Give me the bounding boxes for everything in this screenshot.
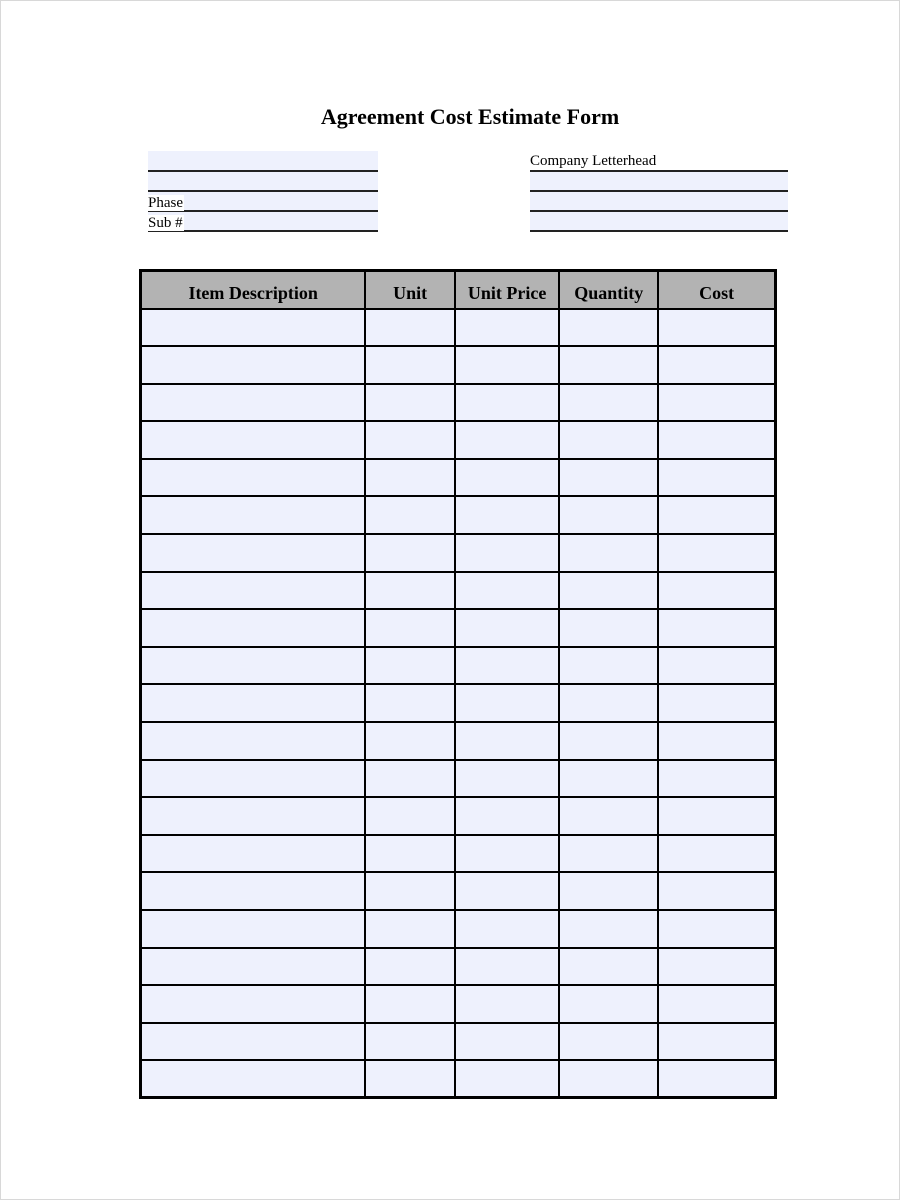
cell-item-description[interactable] (141, 722, 366, 760)
cell-cost[interactable] (658, 647, 775, 685)
page-title: Agreement Cost Estimate Form (320, 104, 620, 129)
cell-item-description[interactable] (141, 985, 366, 1023)
cell-unit[interactable] (365, 835, 455, 873)
cell-item-description[interactable] (141, 609, 366, 647)
cell-item-description[interactable] (141, 534, 366, 572)
table-row (141, 496, 776, 534)
table-row (141, 722, 776, 760)
field-right-line-2[interactable] (530, 192, 788, 212)
table-row (141, 948, 776, 986)
cell-quantity[interactable] (559, 572, 658, 610)
table-row (141, 384, 776, 422)
cell-quantity[interactable] (559, 459, 658, 497)
table-row (141, 872, 776, 910)
field-left-line-2[interactable] (148, 172, 378, 192)
table-row (141, 534, 776, 572)
cell-cost[interactable] (658, 985, 775, 1023)
cell-unit-price[interactable] (455, 948, 559, 986)
cell-unit-price[interactable] (455, 1023, 559, 1061)
cell-unit[interactable] (365, 496, 455, 534)
cell-cost[interactable] (658, 309, 775, 347)
table-row (141, 797, 776, 835)
cell-unit-price[interactable] (455, 797, 559, 835)
cell-cost[interactable] (658, 459, 775, 497)
cell-cost[interactable] (658, 835, 775, 873)
cell-unit[interactable] (365, 910, 455, 948)
table-row (141, 985, 776, 1023)
cell-unit[interactable] (365, 459, 455, 497)
cell-quantity[interactable] (559, 609, 658, 647)
cell-quantity[interactable] (559, 421, 658, 459)
field-left-line-1[interactable] (148, 151, 378, 172)
cell-unit-price[interactable] (455, 722, 559, 760)
table-row (141, 609, 776, 647)
cell-unit-price[interactable] (455, 835, 559, 873)
cell-quantity[interactable] (559, 835, 658, 873)
table-header-row (141, 271, 776, 309)
table-row (141, 346, 776, 384)
cell-item-description[interactable] (141, 1060, 366, 1098)
table-row (141, 910, 776, 948)
cell-item-description[interactable] (141, 572, 366, 610)
cell-unit[interactable] (365, 346, 455, 384)
column-header-unit: Unit (365, 271, 455, 309)
cell-item-description[interactable] (141, 872, 366, 910)
cell-cost[interactable] (658, 760, 775, 798)
cell-cost[interactable] (658, 684, 775, 722)
cell-unit-price[interactable] (455, 534, 559, 572)
cell-item-description[interactable] (141, 835, 366, 873)
table-row (141, 572, 776, 610)
cell-unit[interactable] (365, 985, 455, 1023)
cell-unit[interactable] (365, 384, 455, 422)
field-right-line-3[interactable] (530, 212, 788, 232)
cell-quantity[interactable] (559, 384, 658, 422)
column-header-cost: Cost (658, 271, 775, 309)
sub-number-label: Sub # (148, 215, 183, 231)
column-header-item-description: Item Description (141, 271, 366, 309)
cell-cost[interactable] (658, 722, 775, 760)
cell-quantity[interactable] (559, 647, 658, 685)
column-header-quantity: Quantity (559, 271, 658, 309)
table-row (141, 1060, 776, 1098)
table-row (141, 684, 776, 722)
cell-cost[interactable] (658, 872, 775, 910)
table-row (141, 309, 776, 347)
cell-item-description[interactable] (141, 384, 366, 422)
cell-quantity[interactable] (559, 1060, 658, 1098)
table-body (141, 309, 776, 1098)
cell-item-description[interactable] (141, 1023, 366, 1061)
table-row (141, 1023, 776, 1061)
cell-cost[interactable] (658, 948, 775, 986)
cell-unit[interactable] (365, 872, 455, 910)
cell-unit[interactable] (365, 760, 455, 798)
cell-unit-price[interactable] (455, 609, 559, 647)
cell-unit-price[interactable] (455, 346, 559, 384)
cell-cost[interactable] (658, 1023, 775, 1061)
table-row (141, 421, 776, 459)
cell-unit[interactable] (365, 647, 455, 685)
cell-item-description[interactable] (141, 459, 366, 497)
cell-quantity[interactable] (559, 985, 658, 1023)
cell-quantity[interactable] (559, 684, 658, 722)
cell-quantity[interactable] (559, 496, 658, 534)
cell-unit-price[interactable] (455, 647, 559, 685)
cell-quantity[interactable] (559, 760, 658, 798)
cell-cost[interactable] (658, 346, 775, 384)
cell-unit-price[interactable] (455, 384, 559, 422)
cell-cost[interactable] (658, 534, 775, 572)
cell-item-description[interactable] (141, 684, 366, 722)
cell-quantity[interactable] (559, 534, 658, 572)
cell-item-description[interactable] (141, 948, 366, 986)
cell-quantity[interactable] (559, 1023, 658, 1061)
cell-quantity[interactable] (559, 948, 658, 986)
cell-unit-price[interactable] (455, 872, 559, 910)
cell-cost[interactable] (658, 1060, 775, 1098)
field-phase[interactable] (148, 192, 378, 212)
cell-item-description[interactable] (141, 760, 366, 798)
cell-unit-price[interactable] (455, 572, 559, 610)
cell-quantity[interactable] (559, 872, 658, 910)
cell-unit[interactable] (365, 1023, 455, 1061)
table-row (141, 835, 776, 873)
cell-item-description[interactable] (141, 421, 366, 459)
phase-label: Phase (148, 195, 183, 211)
company-letterhead-label: Company Letterhead (530, 153, 657, 169)
cell-cost[interactable] (658, 609, 775, 647)
cell-quantity[interactable] (559, 346, 658, 384)
cell-unit-price[interactable] (455, 421, 559, 459)
cell-cost[interactable] (658, 572, 775, 610)
cell-unit[interactable] (365, 421, 455, 459)
cell-unit[interactable] (365, 684, 455, 722)
cell-unit[interactable] (365, 948, 455, 986)
cell-unit-price[interactable] (455, 1060, 559, 1098)
cell-quantity[interactable] (559, 309, 658, 347)
cell-unit-price[interactable] (455, 985, 559, 1023)
cell-item-description[interactable] (141, 496, 366, 534)
cell-item-description[interactable] (141, 647, 366, 685)
field-right-line-1[interactable] (530, 172, 788, 192)
cell-cost[interactable] (658, 910, 775, 948)
cell-item-description[interactable] (141, 309, 366, 347)
cell-unit-price[interactable] (455, 910, 559, 948)
cell-item-description[interactable] (141, 797, 366, 835)
cell-unit-price[interactable] (455, 309, 559, 347)
cell-unit-price[interactable] (455, 684, 559, 722)
cell-unit[interactable] (365, 1060, 455, 1098)
cell-cost[interactable] (658, 797, 775, 835)
cell-unit[interactable] (365, 797, 455, 835)
cell-quantity[interactable] (559, 797, 658, 835)
table-row (141, 647, 776, 685)
cell-unit[interactable] (365, 572, 455, 610)
table-row (141, 760, 776, 798)
cell-unit[interactable] (365, 609, 455, 647)
cell-cost[interactable] (658, 421, 775, 459)
cell-quantity[interactable] (559, 910, 658, 948)
cell-quantity[interactable] (559, 722, 658, 760)
cost-estimate-table (139, 269, 777, 1099)
cell-unit[interactable] (365, 534, 455, 572)
cell-item-description[interactable] (141, 346, 366, 384)
cell-cost[interactable] (658, 496, 775, 534)
field-sub-number[interactable] (148, 212, 378, 232)
cell-unit-price[interactable] (455, 760, 559, 798)
cell-unit[interactable] (365, 309, 455, 347)
cell-unit-price[interactable] (455, 496, 559, 534)
table-row (141, 459, 776, 497)
cell-unit-price[interactable] (455, 459, 559, 497)
cell-cost[interactable] (658, 384, 775, 422)
cell-item-description[interactable] (141, 910, 366, 948)
column-header-unit-price: Unit Price (455, 271, 559, 309)
cell-unit[interactable] (365, 722, 455, 760)
